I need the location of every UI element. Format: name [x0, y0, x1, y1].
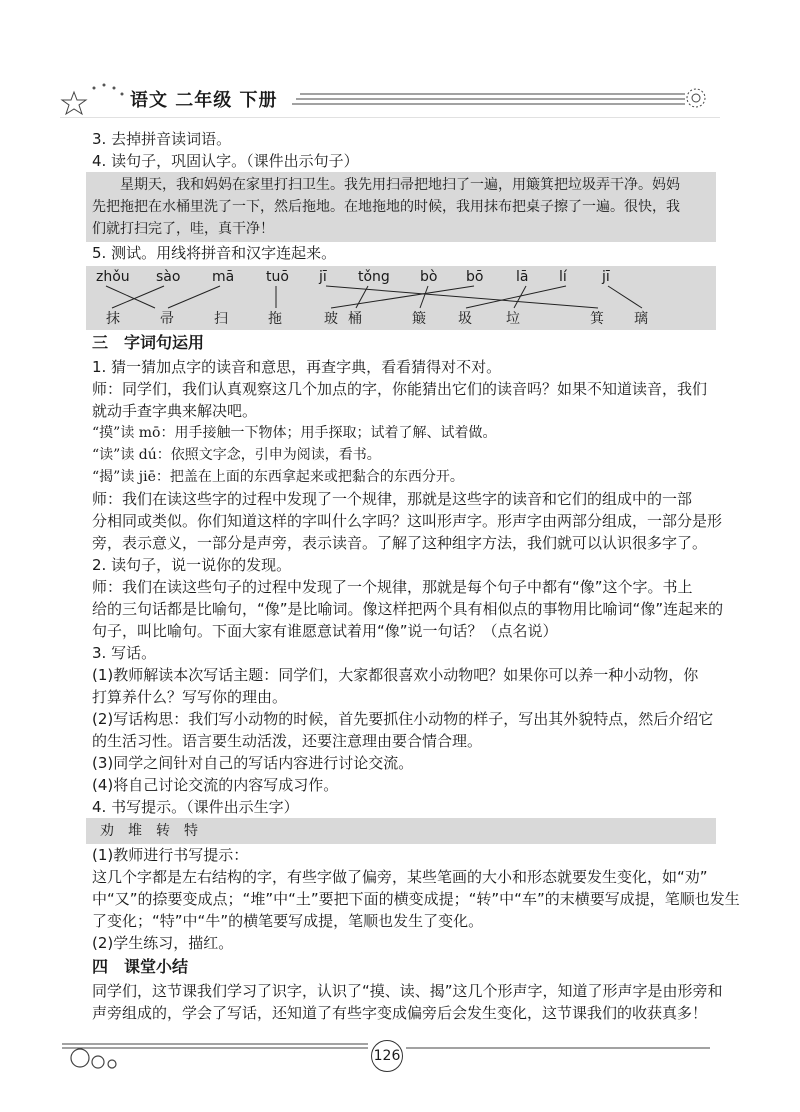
pinyin-item: tuō: [266, 269, 289, 285]
sentence-box: [86, 172, 716, 242]
section-title: 三 字词句运用: [92, 333, 205, 352]
pinyin-item: bō: [466, 269, 484, 285]
text-line: 师：我们在读这些句子的过程中发现了一个规律，那就是每个句子中都有“像”这个字。书上: [92, 578, 693, 596]
page-number: 126: [371, 1040, 403, 1072]
page-header: [60, 78, 720, 118]
text-line: 的生活习性。语言要生动活泼，还要注意理由要合情合理。: [92, 732, 483, 750]
text-line: 声旁组成的，学会了写话，还知道了有些字变成偏旁后会发生变化，这节课我们的收获真多！: [92, 1004, 708, 1022]
matching-lines: [86, 266, 716, 330]
text-line: 先把拖把在水桶里洗了一下，然后拖地。在地拖地的时候，我用抹布把桌子擦了一遍。很快，我: [92, 199, 680, 215]
hanzi-item: 桶: [348, 311, 362, 327]
pinyin-item: zhǒu: [96, 269, 130, 285]
hanzi-item: 圾: [458, 311, 472, 327]
text-line: 劝 堆 转 特: [100, 823, 198, 839]
hanzi-item: 垃: [506, 311, 520, 327]
text-line: (2)学生练习，描红。: [92, 934, 234, 952]
text-line: 4. 书写提示。（课件出示生字）: [92, 798, 299, 816]
hanzi-item: 箕: [590, 311, 604, 327]
text-line: (3)同学之间针对自己的写话内容进行讨论交流。: [92, 754, 414, 772]
hanzi-item: 簸: [412, 311, 426, 327]
text-line: “读”读 dú：依照文字念，引申为阅读，看书。: [92, 447, 381, 463]
text-line: 2. 读句子，说一说你的发现。: [92, 556, 292, 574]
text-line: 们就打扫完了，哇，真干净！: [92, 221, 274, 237]
hanzi-item: 璃: [634, 311, 648, 327]
footer-decoration: [0, 1030, 800, 1110]
hanzi-item: 扫: [214, 311, 228, 327]
hanzi-item: 帚: [160, 311, 174, 327]
pinyin-item: jī: [602, 269, 610, 285]
text-line: 4. 读句子，巩固认字。（课件出示句子）: [92, 152, 359, 170]
text-line: “摸”读 mō：用手接触一下物体；用手探取；试着了解、试着做。: [92, 425, 497, 441]
pinyin-item: mā: [212, 269, 235, 285]
pinyin-item: jī: [319, 269, 327, 285]
text-line: 就动手查字典来解决吧。: [92, 402, 258, 420]
text-line: 了变化；“特”中“牛”的横笔要写成提，笔顺也发生了变化。: [92, 912, 484, 930]
text-line: (4)将自己讨论交流的内容写成习作。: [92, 776, 339, 794]
text-line: “揭”读 jiē：把盖在上面的东西拿起来或把黏合的东西分开。: [92, 469, 464, 485]
hanzi-item: 拖: [268, 311, 282, 327]
characters-box: [86, 818, 716, 844]
text-line: 旁，表示意义，一部分是声旁，表示读音。了解了这种组字方法，我们就可以认识很多字了。: [92, 534, 708, 552]
text-line: 3. 去掉拼音读词语。: [92, 130, 232, 148]
text-line: 师：我们在读这些字的过程中发现了一个规律，那就是这些字的读音和它们的组成中的一部: [92, 490, 693, 508]
text-line: (1)教师解读本次写话主题：同学们，大家都很喜欢小动物吧？如果你可以养一种小动物，你: [92, 666, 699, 684]
pinyin-item: tǒng: [358, 269, 390, 285]
text-line: 同学们，这节课我们学习了识字，认识了“摸、读、揭”这几个形声字，知道了形声字是由形旁和: [92, 982, 723, 1000]
page-content: [92, 128, 740, 1024]
text-line: 1. 猜一猜加点字的读音和意思，再查字典，看看猜得对不对。: [92, 358, 502, 376]
text-line: 师：同学们，我们认真观察这几个加点的字，你能猜出它们的读音吗？如果不知道读音，我们: [92, 380, 708, 398]
text-line: (2)写话构思：我们写小动物的时候，首先要抓住小动物的样子，写出其外貌特点，然后介绍它: [92, 710, 714, 728]
pinyin-item: sào: [156, 269, 181, 285]
text-line: 中“又”的捺要变成点；“堆”中“土”要把下面的横变成提；“转”中“车”的末横要写成提，笔顺也发生: [92, 890, 740, 908]
text-line: 给的三句话都是比喻句，“像”是比喻词。像这样把两个具有相似点的事物用比喻词“像”连起来的: [92, 600, 724, 618]
pinyin-item: lí: [559, 269, 567, 285]
text-line: 分相同或类似。你们知道这样的字叫什么字吗？这叫形声字。形声字由两部分组成，一部分是形: [92, 512, 723, 530]
text-line: 星期天，我和妈妈在家里打扫卫生。我先用扫帚把地扫了一遍，用簸箕把垃圾弄干净。妈妈: [120, 177, 680, 193]
section-title: 四 课堂小结: [92, 957, 189, 976]
text-line: (1)教师进行书写提示：: [92, 846, 249, 864]
text-line: 5. 测试。用线将拼音和汉字连起来。: [92, 244, 337, 262]
hanzi-item: 玻: [324, 311, 338, 327]
text-line: 3. 写话。: [92, 644, 157, 662]
pinyin-matching-exercise: [86, 266, 716, 330]
text-line: 句子，叫比喻句。下面大家有谁愿意试着用“像”说一句话？（点名说）: [92, 622, 558, 640]
text-line: 打算养什么？写写你的理由。: [92, 688, 288, 706]
hanzi-item: 抹: [106, 311, 120, 327]
pinyin-item: bò: [420, 269, 438, 285]
header-title: 语文 二年级 下册: [130, 90, 278, 111]
star-icon: [62, 92, 86, 114]
text-line: 这几个字都是左右结构的字，有些字做了偏旁，某些笔画的大小和形态就要发生变化，如“劝”: [92, 868, 708, 886]
pinyin-item: lā: [516, 269, 529, 285]
